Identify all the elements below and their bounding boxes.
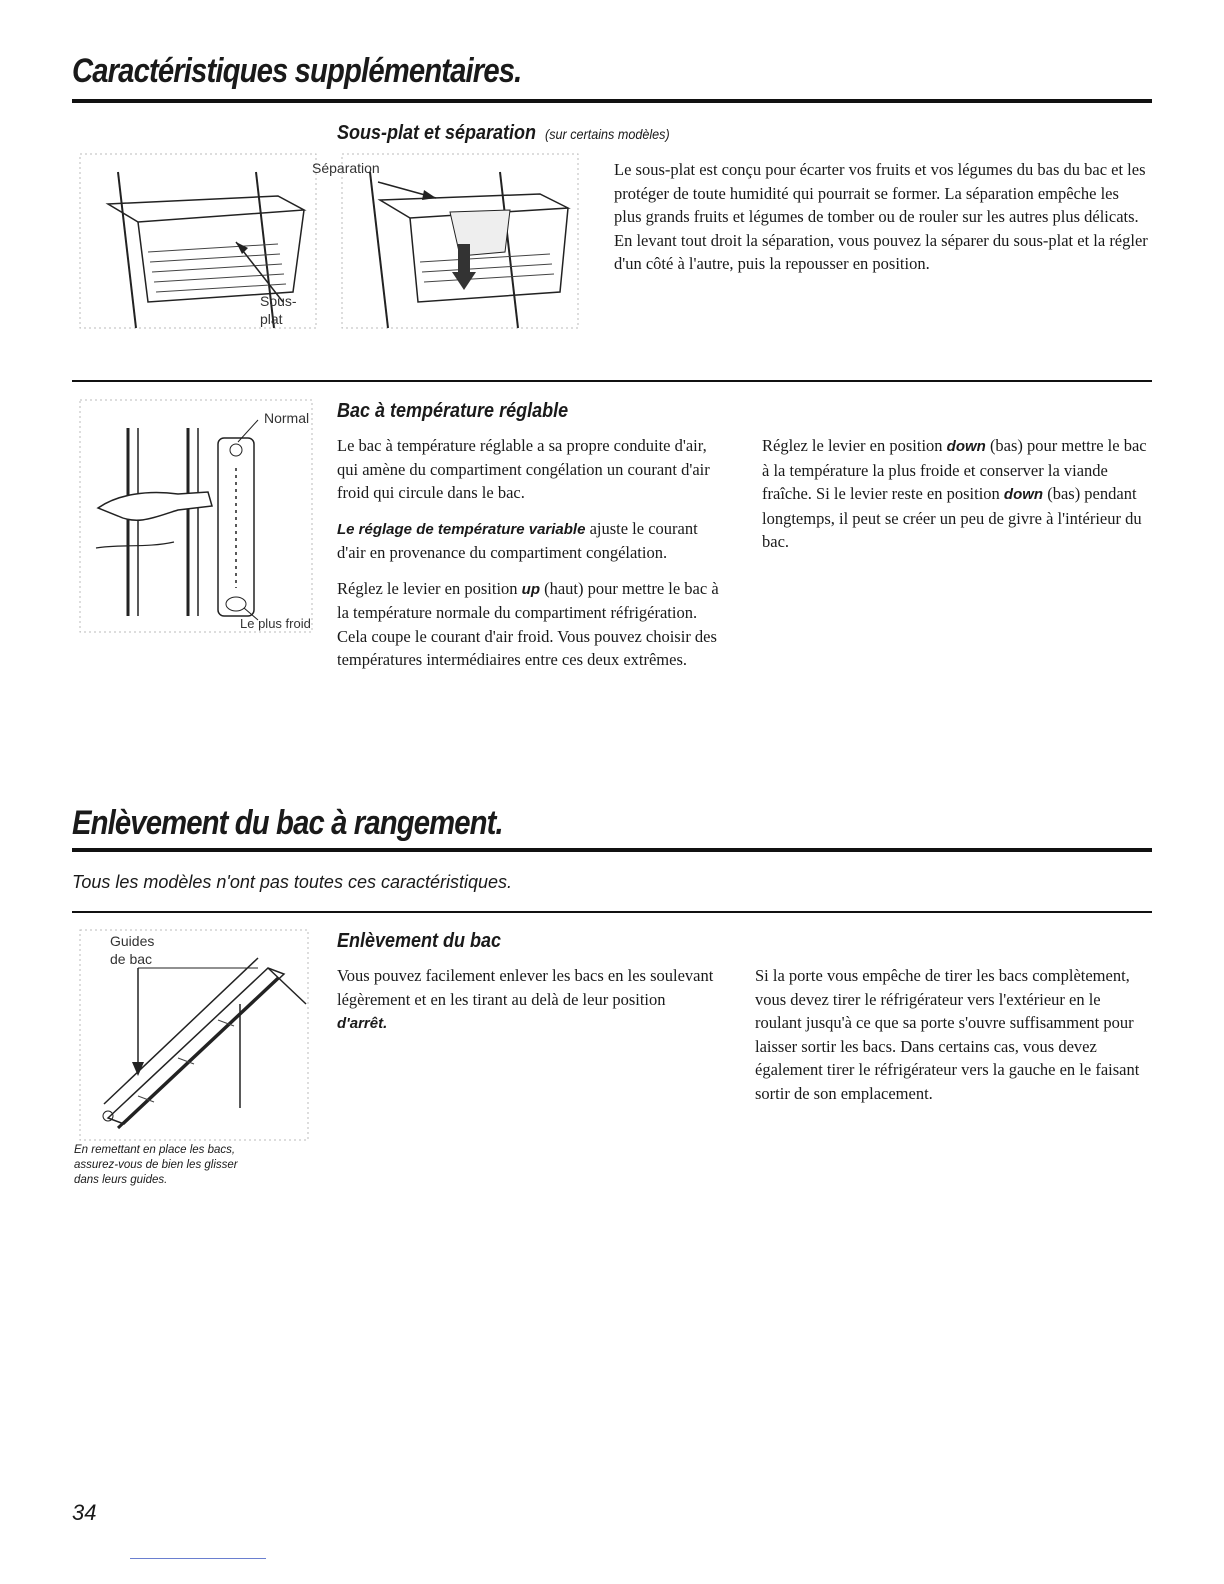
label-guides: Guides de bac (110, 933, 155, 967)
paragraph-enlevement-2: Si la porte vous empêche de tirer les bacs complètement, vous devez tirer le réfrigérateur vers l'extérieur en le roulant jusqu'à ce que sa porte s'ouvre suffisamment pour laisser sortir les bacs. Dans certains cas, vous devez également tirer le réfrigérateur vers la gauche en le faisant sortir de son emplacement. (755, 966, 1140, 1103)
footer-line (130, 1558, 266, 1559)
heading-sous-plat: Sous-plat et séparation (337, 122, 537, 144)
section-title-features: Caractéristiques supplémentaires. (72, 52, 522, 90)
figure-temp-control (78, 398, 314, 634)
label-le-plus-froid: Le plus froid (240, 616, 311, 631)
paragraph-bac-temp-3: Réglez le levier en position up (haut) pour mettre le bac à la température normale du compartiment réfrigération. Cela coupe le courant d'air froid. Vous pouvez choisir des températures intermédiaires entre ces deux extrêmes. (337, 578, 719, 669)
keyword-arret: d'arrêt. (337, 1015, 388, 1032)
text-enlevement-2 (755, 964, 1149, 1117)
text-enlevement-1 (337, 964, 717, 1048)
paragraph-bac-temp-2: Le réglage de température variable ajuste le courant d'air en provenance du compartiment congélation. (337, 518, 698, 562)
text-sous-plat (614, 158, 1149, 288)
subsection-heading-sous-plat (337, 122, 707, 145)
keyword-down: down (946, 438, 986, 455)
intro-note: Tous les modèles n'ont pas toutes ces caractéristiques. (72, 872, 513, 892)
section-title-removal: Enlèvement du bac à rangement. (72, 804, 503, 842)
page-number: 34 (72, 1500, 97, 1525)
title-rule-2 (72, 848, 1152, 852)
heading-enlevement: Enlèvement du bac (337, 930, 502, 952)
caption-guides: En remettant en place les bacs, assurez-vous de bien les glisser dans leurs guides. (74, 1144, 238, 1186)
keyword-up: up (521, 580, 540, 598)
paragraph-enlevement-1: Vous pouvez facilement enlever les bacs en les soulevant légèrement et en les tirant au delà de leur position d'arrêt. (337, 966, 714, 1032)
divider-rule-1 (72, 380, 1152, 382)
text-bac-temp (337, 434, 1149, 694)
separation-illustration (340, 152, 580, 332)
label-separation: Séparation (312, 160, 380, 176)
figure-sous-plat (78, 152, 318, 332)
divider-rule-2 (72, 911, 1152, 913)
keyword-reglage: Le réglage de température variable (337, 520, 586, 538)
label-sous-plat: Sous-plat (260, 293, 297, 327)
figure-guides (78, 928, 310, 1142)
figure-separation (312, 152, 580, 332)
paragraph-sous-plat: Le sous-plat est conçu pour écarter vos fruits et vos légumes du bas du bac et les protéger de toute humidité qui pourrait se former. La séparation empêche les plus grands fruits et légumes de tomber ou de rouler sur les autres plus délicats. En levant tout droit la séparation, vous pouvez la séparer du sous-plat et la régler d'un côté à l'autre, puis la repousser en position. (614, 160, 1148, 273)
paragraph-bac-temp-4: Réglez le levier en position down (bas) pour mettre le bac à la température la plus froide et conserver la viande fraîche. Si le levier reste en position down (bas) pendant longtemps, il peut se créer un peu de givre à l'intérieur du bac. (762, 436, 1147, 551)
title-rule (72, 99, 1152, 103)
keyword-down-2: down (1003, 486, 1044, 503)
paragraph-bac-temp-1: Le bac à température réglable a sa propre conduite d'air, qui amène du compartiment congélation un courant d'air froid qui circule dans le bac. (337, 436, 710, 502)
label-normal: Normal (264, 410, 310, 426)
heading-note: (sur certains modèles) (545, 126, 670, 142)
heading-bac-temp: Bac à température réglable (337, 400, 569, 422)
temp-control-illustration (78, 398, 314, 634)
